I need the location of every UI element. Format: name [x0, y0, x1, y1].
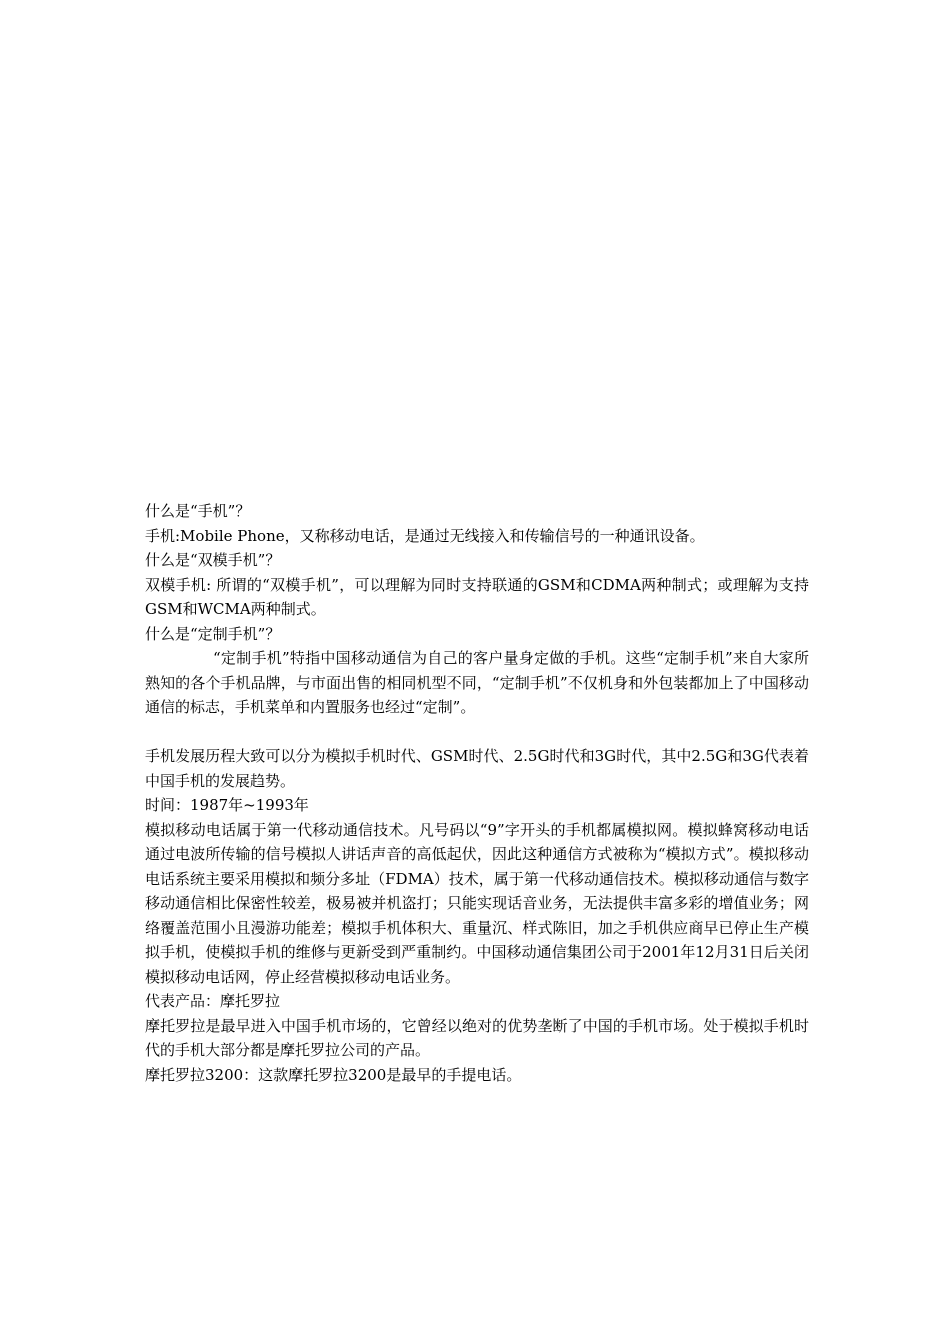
paragraph-motorola-3200: 摩托罗拉3200：这款摩托罗拉3200是最早的手提电话。	[145, 1065, 522, 1084]
heading-dual-mode-phone: 什么是“双模手机”？	[145, 551, 281, 569]
heading-custom-phone: 什么是“定制手机”？	[145, 624, 281, 643]
document-body	[145, 499, 809, 1087]
paragraph-spacer	[145, 720, 809, 745]
paragraph-representative-product: 代表产品：摩托罗拉	[145, 992, 281, 1010]
paragraph-dual-mode-definition: 双模手机: 所谓的“双模手机”，可以理解为同时支持联通的GSM和CDMA两种制式；或理解为支持GSM和WCMA两种制式。	[145, 575, 809, 618]
paragraph-phone-history: 手机发展历程大致可以分为模拟手机时代、GSM时代、2.5G时代和3G时代，其中2.5G和3G代表着中国手机的发展趋势。	[145, 747, 809, 790]
heading-what-is-phone: 什么是“手机”？	[145, 502, 251, 520]
paragraph-phone-definition: 手机:Mobile Phone，又称移动电话，是通过无线接入和传输信号的一种通讯设备。	[145, 526, 705, 545]
paragraph-analog-phone: 模拟移动电话属于第一代移动通信技术。凡号码以“9”字开头的手机都属模拟网。模拟蜂窝移动电话通过电波所传输的信号模拟人讲话声音的高低起伏，因此这种通信方式被称为“模拟方式”。模拟移动电话系统主要采用模拟和频分多址（FDMA）技术，属于第一代移动通信技术。模拟移动通信与数字移动通信相比保密性较差，极易被并机盗打；只能实现话音业务，无法提供丰富多彩的增值业务；网络覆盖范围小且漫游功能差；模拟手机体积大、重量沉、样式陈旧，加之手机供应商早已停止生产模拟手机，使模拟手机的维修与更新受到严重制约。中国移动通信集团公司于2001年12月31日后关闭模拟移动电话网，停止经营模拟移动电话业务。	[145, 820, 809, 986]
paragraph-time-period: 时间：1987年~1993年	[145, 796, 309, 814]
paragraph-motorola-intro: 摩托罗拉是最早进入中国手机市场的，它曾经以绝对的优势垄断了中国的手机市场。处于模拟手机时代的手机大部分都是摩托罗拉公司的产品。	[145, 1016, 809, 1059]
paragraph-custom-phone-definition: “定制手机”特指中国移动通信为自己的客户量身定做的手机。这些“定制手机”来自大家所熟知的各个手机品牌，与市面出售的相同机型不同，“定制手机”不仅机身和外包装都加上了中国移动通信的标志，手机菜单和内置服务也经过“定制”。	[145, 649, 809, 716]
